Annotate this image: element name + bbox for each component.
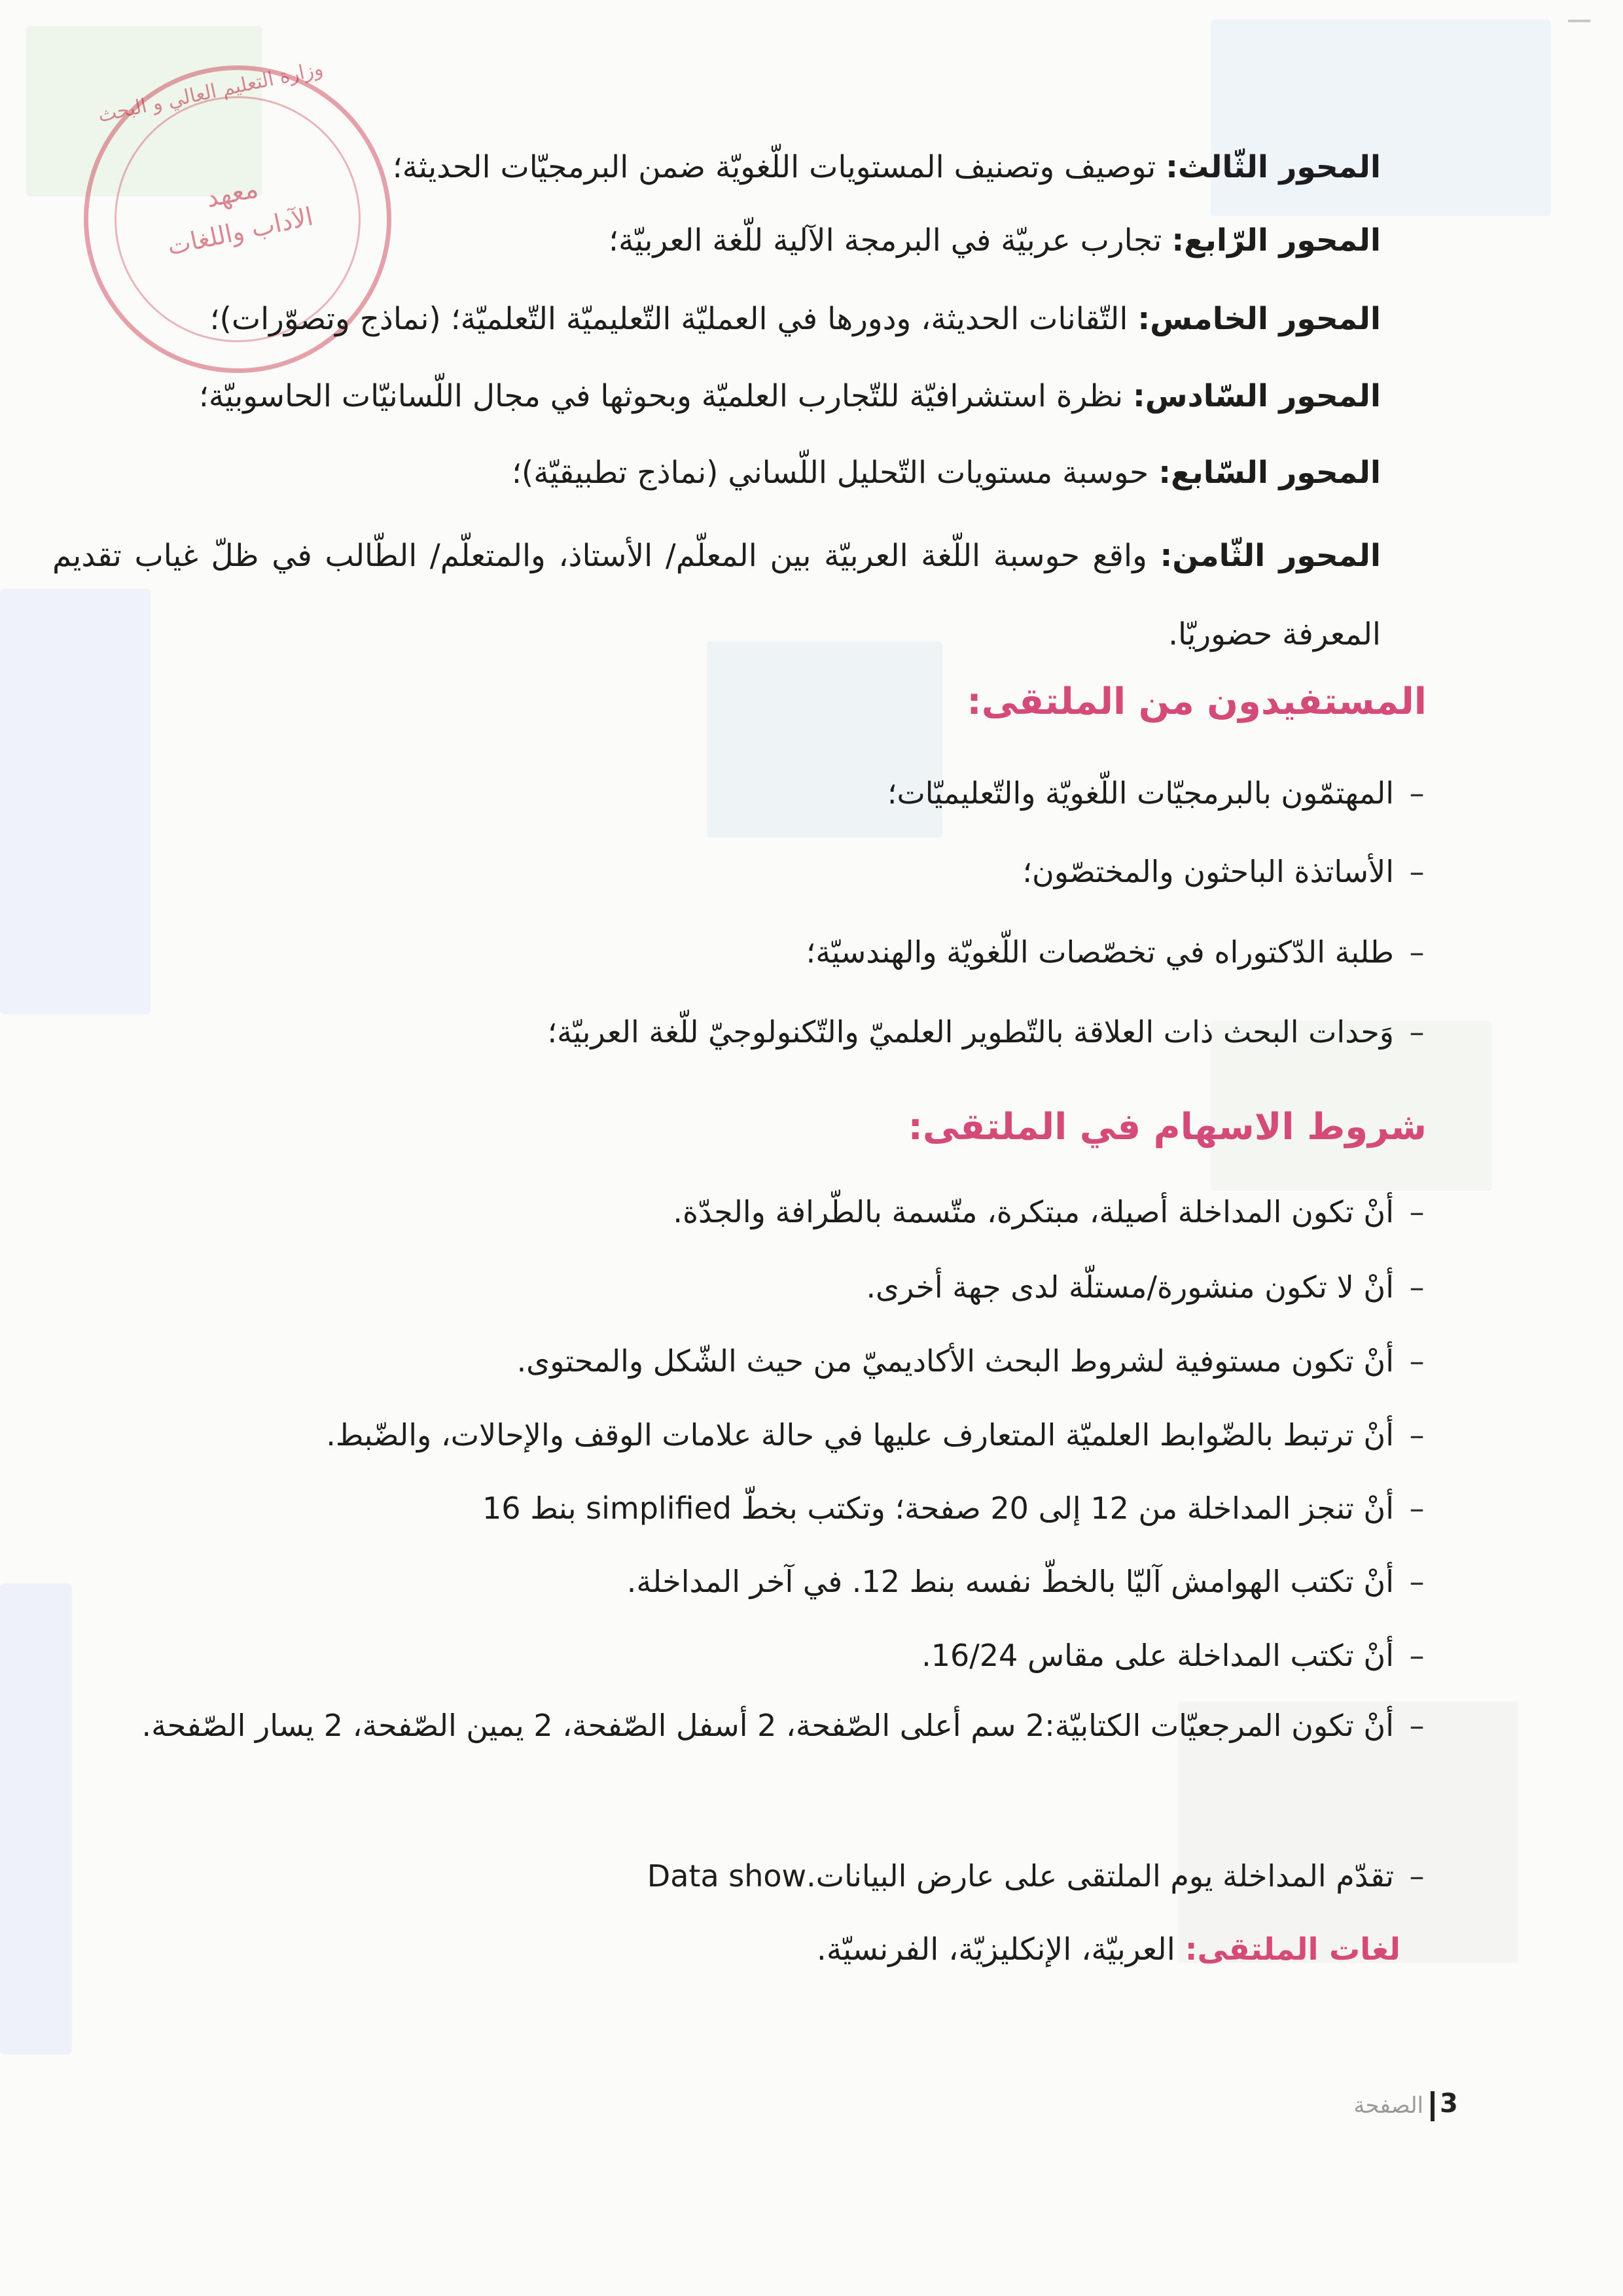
dash-bullet: – [1409, 934, 1425, 970]
list-item-text: وَحدات البحث ذات العلاقة بالتّطوير العلميّ والتّكنولوجيّ للّغة العربيّة؛ [547, 1014, 1394, 1050]
axis-item [512, 455, 1381, 491]
axis-item [52, 517, 1381, 674]
list-item-text: أنْ تكون مستوفية لشروط البحث الأكاديميّ من حيث الشّكل والمحتوى. [516, 1343, 1394, 1379]
dash-bullet: – [1409, 1343, 1425, 1379]
dash-bullet: – [1409, 1014, 1425, 1050]
axis-text: حوسبة مستويات التّحليل اللّساني (نماذج تطبيقيّة)؛ [511, 455, 1159, 491]
beneficiaries-title: المستفيدون من الملتقى: [967, 680, 1427, 723]
axis-label: المحور الثّالث: [1166, 149, 1381, 185]
axis-text: توصيف وتصنيف المستويات اللّغويّة ضمن البرمجيّات الحديثة؛ [392, 149, 1166, 185]
dash-bullet: – [1409, 854, 1425, 889]
seal-line-2: الآداب واللغات [164, 202, 316, 261]
list-item [921, 1638, 1440, 1673]
axis-label: المحور السّابع: [1158, 455, 1381, 491]
list-item [547, 1014, 1440, 1050]
dash-bullet: – [1409, 1194, 1425, 1229]
list-item [105, 1688, 1440, 1763]
list-item [482, 1491, 1440, 1526]
dash-bullet: – [1409, 1564, 1425, 1599]
axis-text: واقع حوسبة اللّغة العربيّة بين المعلّم/ الأستاذ، والمتعلّم/ الطّالب في ظلّ غياب تقديم المعرفة حضوريّا. [52, 538, 1381, 652]
list-item [326, 1417, 1440, 1453]
seal-line-1: معهد [203, 173, 261, 214]
list-item [887, 775, 1440, 811]
list-item-text: أنْ لا تكون منشورة/مستلّة لدى جهة أخرى. [866, 1269, 1394, 1305]
axis-text: التّقانات الحديثة، ودورها في العمليّة التّعليميّة التّعلميّة؛ (نماذج وتصوّرات)؛ [209, 301, 1138, 337]
list-item [673, 1194, 1440, 1229]
list-item [627, 1564, 1440, 1599]
dash-bullet: – [1409, 1417, 1425, 1453]
page-footer [1309, 2089, 1472, 2128]
axis-label: المحور الرّابع: [1171, 222, 1381, 258]
scan-mark [1568, 20, 1590, 22]
list-item-text: أنْ ترتبط بالضّوابط العلميّة المتعارف عليها في حالة علامات الوقف والإحالات، والضّبط. [326, 1417, 1394, 1453]
dash-bullet: – [1409, 1491, 1425, 1526]
dash-bullet: – [1409, 1708, 1425, 1743]
seal-top-text: وزارة التعليم العالي و البحث [96, 57, 325, 128]
dash-bullet: – [1409, 775, 1425, 811]
background-watermark [1211, 20, 1551, 216]
list-item-text: الأساتذة الباحثون والمختصّون؛ [1022, 854, 1394, 889]
languages-label: لغات الملتقى: [1185, 1932, 1400, 1968]
axis-item [199, 378, 1381, 415]
axis-label: المحور الثّامن: [1160, 538, 1381, 574]
footer-divider [1431, 2091, 1435, 2121]
background-watermark [0, 1583, 72, 2055]
list-item [806, 934, 1440, 970]
list-item-text: أنْ تكون المرجعيّات الكتابيّة:2 سم أعلى الصّفحة، 2 أسفل الصّفحة، 2 يمين الصّفحة، 2 يسار الصّفحة. [141, 1708, 1394, 1743]
list-item [1022, 854, 1440, 889]
axis-item [210, 301, 1381, 338]
list-item-text: أنْ تكتب الهوامش آليّا بالخطّ نفسه بنط 12. في آخر المداخلة. [626, 1564, 1394, 1599]
list-item-text: طلبة الدّكتوراه في تخصّصات اللّغويّة والهندسيّة؛ [806, 934, 1394, 970]
dash-bullet: – [1409, 1858, 1425, 1894]
list-item-text: أنْ تنجز المداخلة من 12 إلى 20 صفحة؛ وتكتب بخطّ simplified بنط 16 [482, 1491, 1394, 1526]
languages-text: العربيّة، الإنكليزيّة، الفرنسيّة. [816, 1932, 1185, 1968]
axis-item [393, 149, 1381, 186]
dash-bullet: – [1409, 1638, 1425, 1673]
list-item [866, 1269, 1440, 1305]
list-item-text: تقدّم المداخلة يوم الملتقى على عارض البيانات.Data show [647, 1858, 1394, 1894]
axis-text: تجارب عربيّة في البرمجة الآلية للّغة العربيّة؛ [609, 222, 1172, 258]
page-number: 3 [1440, 2089, 1458, 2119]
axis-text: نظرة استشرافيّة للتّجارب العلميّة وبحوثها في مجال اللّسانيّات الحاسوبيّة؛ [198, 378, 1133, 414]
page-word: الصفحة [1353, 2093, 1423, 2119]
axis-label: المحور الخامس: [1137, 301, 1381, 337]
list-item-text: أنْ تكون المداخلة أصيلة، مبتكرة، متّسمة بالطّرافة والجدّة. [673, 1194, 1394, 1229]
dash-bullet: – [1409, 1269, 1425, 1305]
axis-item [609, 222, 1381, 259]
languages-line [817, 1932, 1400, 1968]
list-item [517, 1343, 1440, 1379]
list-item-text: المهتمّون بالبرمجيّات اللّغويّة والتّعليميّات؛ [887, 775, 1394, 811]
list-item-text: أنْ تكتب المداخلة على مقاس 16/24. [921, 1638, 1394, 1673]
axis-label: المحور السّادس: [1132, 378, 1381, 414]
list-item [647, 1858, 1440, 1894]
conditions-title: شروط الاسهام في الملتقى: [908, 1106, 1427, 1148]
